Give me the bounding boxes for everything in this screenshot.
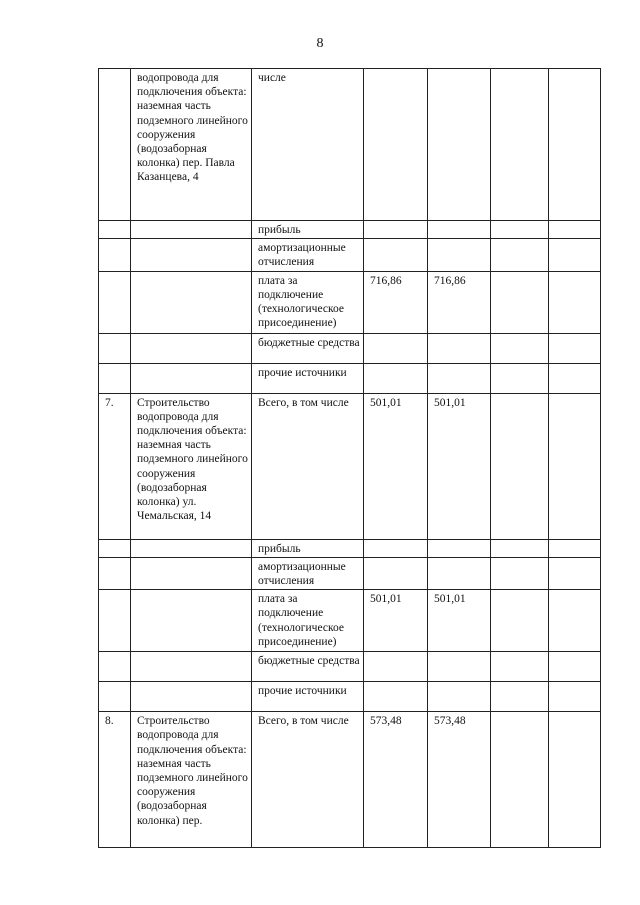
row-number	[99, 69, 131, 221]
table-row	[99, 539, 601, 557]
table-row	[99, 221, 601, 239]
value-cell	[491, 271, 549, 333]
object-cell	[131, 652, 252, 682]
value-cell: 501,01	[364, 590, 428, 652]
source-cell: Всего, в том числе	[252, 393, 364, 539]
value-cell: 716,86	[428, 271, 491, 333]
source-cell: плата за подключение (технологическое присоединение)	[252, 590, 364, 652]
value-cell	[491, 333, 549, 363]
value-cell	[491, 557, 549, 589]
source-cell: амортизационные отчисления	[252, 557, 364, 589]
source-cell: амортизационные отчисления	[252, 239, 364, 271]
value-cell	[364, 682, 428, 712]
value-cell	[364, 221, 428, 239]
object-cell	[131, 363, 252, 393]
value-cell	[549, 333, 601, 363]
table-row	[99, 590, 601, 652]
source-cell: прочие источники	[252, 682, 364, 712]
value-cell	[549, 393, 601, 539]
row-number	[99, 271, 131, 333]
row-number	[99, 557, 131, 589]
value-cell	[364, 557, 428, 589]
value-cell	[428, 69, 491, 221]
value-cell	[549, 69, 601, 221]
value-cell	[364, 652, 428, 682]
value-cell: 573,48	[428, 712, 491, 848]
investment-table	[98, 68, 601, 848]
value-cell	[491, 239, 549, 271]
value-cell	[364, 69, 428, 221]
value-cell	[549, 590, 601, 652]
object-cell	[131, 557, 252, 589]
value-cell	[491, 393, 549, 539]
value-cell	[549, 557, 601, 589]
table-row	[99, 557, 601, 589]
value-cell: 501,01	[428, 393, 491, 539]
object-cell: Строительство водопровода для подключения объекта: наземная часть подземного линейного сооружения (водозаборная колонка) пер.	[131, 712, 252, 848]
object-cell: Строительство водопровода для подключения объекта: наземная часть подземного линейного сооружения (водозаборная колонка) ул. Чемальская, 14	[131, 393, 252, 539]
object-cell	[131, 271, 252, 333]
source-cell: бюджетные средства	[252, 333, 364, 363]
value-cell	[549, 712, 601, 848]
object-cell: водопровода для подключения объекта: наземная часть подземного линейного сооружения (водозаборная колонка) пер. Павла Казанцева, 4	[131, 69, 252, 221]
table-row	[99, 712, 601, 848]
value-cell	[428, 221, 491, 239]
value-cell	[491, 682, 549, 712]
value-cell	[549, 271, 601, 333]
value-cell: 501,01	[364, 393, 428, 539]
value-cell	[428, 239, 491, 271]
value-cell	[549, 239, 601, 271]
source-cell: бюджетные средства	[252, 652, 364, 682]
value-cell	[549, 682, 601, 712]
value-cell	[364, 363, 428, 393]
row-number	[99, 652, 131, 682]
source-cell: прочие источники	[252, 363, 364, 393]
row-number	[99, 539, 131, 557]
row-number: 7.	[99, 393, 131, 539]
value-cell	[491, 363, 549, 393]
object-cell	[131, 221, 252, 239]
source-cell: плата за подключение (технологическое присоединение)	[252, 271, 364, 333]
value-cell	[428, 652, 491, 682]
row-number	[99, 682, 131, 712]
table-row	[99, 239, 601, 271]
table-row	[99, 69, 601, 221]
table-row	[99, 682, 601, 712]
value-cell	[491, 712, 549, 848]
object-cell	[131, 239, 252, 271]
row-number	[99, 221, 131, 239]
value-cell	[549, 221, 601, 239]
value-cell	[549, 652, 601, 682]
value-cell	[549, 363, 601, 393]
value-cell: 716,86	[364, 271, 428, 333]
object-cell	[131, 333, 252, 363]
source-cell: прибыль	[252, 221, 364, 239]
value-cell	[491, 590, 549, 652]
row-number: 8.	[99, 712, 131, 848]
value-cell	[491, 69, 549, 221]
object-cell	[131, 539, 252, 557]
row-number	[99, 363, 131, 393]
source-cell: прибыль	[252, 539, 364, 557]
row-number	[99, 333, 131, 363]
table-row	[99, 652, 601, 682]
value-cell	[428, 539, 491, 557]
row-number	[99, 590, 131, 652]
table-row	[99, 393, 601, 539]
object-cell	[131, 590, 252, 652]
value-cell	[428, 557, 491, 589]
page-number: 8	[316, 36, 324, 51]
value-cell: 573,48	[364, 712, 428, 848]
source-cell: Всего, в том числе	[252, 712, 364, 848]
object-cell	[131, 682, 252, 712]
value-cell	[549, 539, 601, 557]
value-cell	[428, 333, 491, 363]
value-cell	[428, 363, 491, 393]
source-cell: числе	[252, 69, 364, 221]
value-cell	[364, 239, 428, 271]
value-cell	[364, 539, 428, 557]
table-row	[99, 363, 601, 393]
table-row	[99, 271, 601, 333]
value-cell	[364, 333, 428, 363]
value-cell: 501,01	[428, 590, 491, 652]
row-number	[99, 239, 131, 271]
value-cell	[491, 221, 549, 239]
value-cell	[428, 682, 491, 712]
value-cell	[491, 539, 549, 557]
value-cell	[491, 652, 549, 682]
table-row	[99, 333, 601, 363]
